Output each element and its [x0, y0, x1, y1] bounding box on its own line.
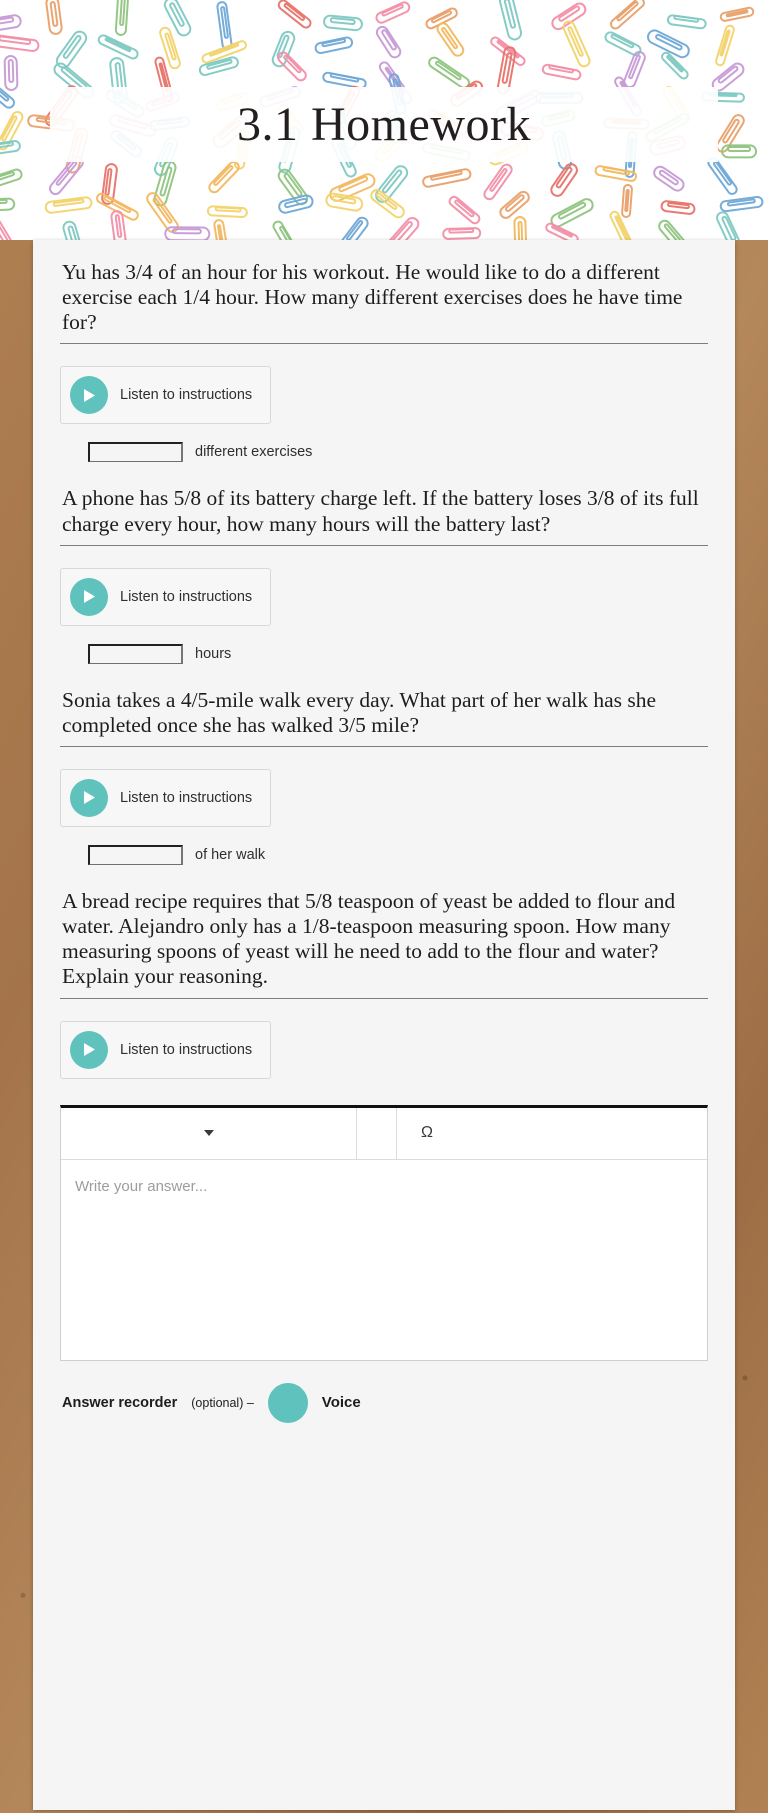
answer-recorder-optional: (optional) – — [191, 1395, 254, 1410]
question-block-3 — [60, 664, 708, 865]
answer-unit-3: of her walk — [195, 846, 266, 863]
worksheet-sheet — [33, 240, 735, 1810]
play-icon — [70, 1031, 108, 1069]
listen-to-instructions-button-2[interactable] — [60, 568, 271, 626]
question-block-1 — [60, 240, 708, 462]
record-button[interactable] — [268, 1383, 308, 1423]
font-dropdown-button[interactable] — [61, 1108, 357, 1159]
rich-text-editor — [60, 1105, 708, 1361]
answer-row-2 — [60, 644, 708, 664]
listen-label-3: Listen to instructions — [120, 789, 253, 806]
question-block-2 — [60, 462, 708, 663]
answer-unit-1: different exercises — [195, 444, 313, 461]
answer-textarea[interactable] — [61, 1160, 707, 1355]
answer-input-1[interactable] — [88, 442, 183, 462]
play-icon — [70, 779, 108, 817]
omega-icon: Ω — [421, 1124, 433, 1142]
listen-label-4: Listen to instructions — [120, 1041, 253, 1058]
question-block-4 — [60, 865, 708, 1453]
question-text-1: Yu has 3/4 of an hour for his workout. He would like to do a different exercise each 1/4 hour. How many different exercises does he have time for? — [60, 254, 708, 344]
answer-recorder-label: Answer recorder — [62, 1394, 178, 1411]
question-text-3: Sonia takes a 4/5-mile walk every day. What part of her walk has she completed once she has walked 3/5 mile? — [60, 682, 708, 747]
page-title-plate — [50, 87, 718, 162]
special-character-button[interactable] — [397, 1108, 457, 1159]
answer-recorder-row — [60, 1361, 708, 1453]
answer-row-1 — [60, 442, 708, 462]
listen-to-instructions-button-3[interactable] — [60, 769, 271, 827]
listen-to-instructions-button-4[interactable] — [60, 1021, 271, 1079]
question-text-2: A phone has 5/8 of its battery charge left. If the battery loses 3/8 of its full charge every hour, how many hours will the battery last? — [60, 480, 708, 545]
toolbar-group-spacer — [357, 1108, 397, 1159]
answer-input-2[interactable] — [88, 644, 183, 664]
voice-label: Voice — [321, 1394, 361, 1412]
play-icon — [70, 376, 108, 414]
play-icon — [70, 578, 108, 616]
page-title: 3.1 Homework — [237, 98, 531, 151]
listen-label-2: Listen to instructions — [120, 588, 253, 605]
answer-unit-2: hours — [195, 645, 232, 662]
header-banner — [0, 0, 768, 240]
answer-input-3[interactable] — [88, 845, 183, 865]
question-text-4: A bread recipe requires that 5/8 teaspoon of yeast be added to flour and water. Alejandro only has a 1/8-teaspoon measuring spoon. How many measuring spoons of yeast will he need to add to the flour and water? Explain your reasoning. — [60, 883, 708, 999]
listen-to-instructions-button-1[interactable] — [60, 366, 271, 424]
editor-toolbar — [61, 1108, 707, 1160]
answer-row-3 — [60, 845, 708, 865]
chevron-down-icon — [204, 1130, 214, 1136]
listen-label-1: Listen to instructions — [120, 387, 253, 404]
